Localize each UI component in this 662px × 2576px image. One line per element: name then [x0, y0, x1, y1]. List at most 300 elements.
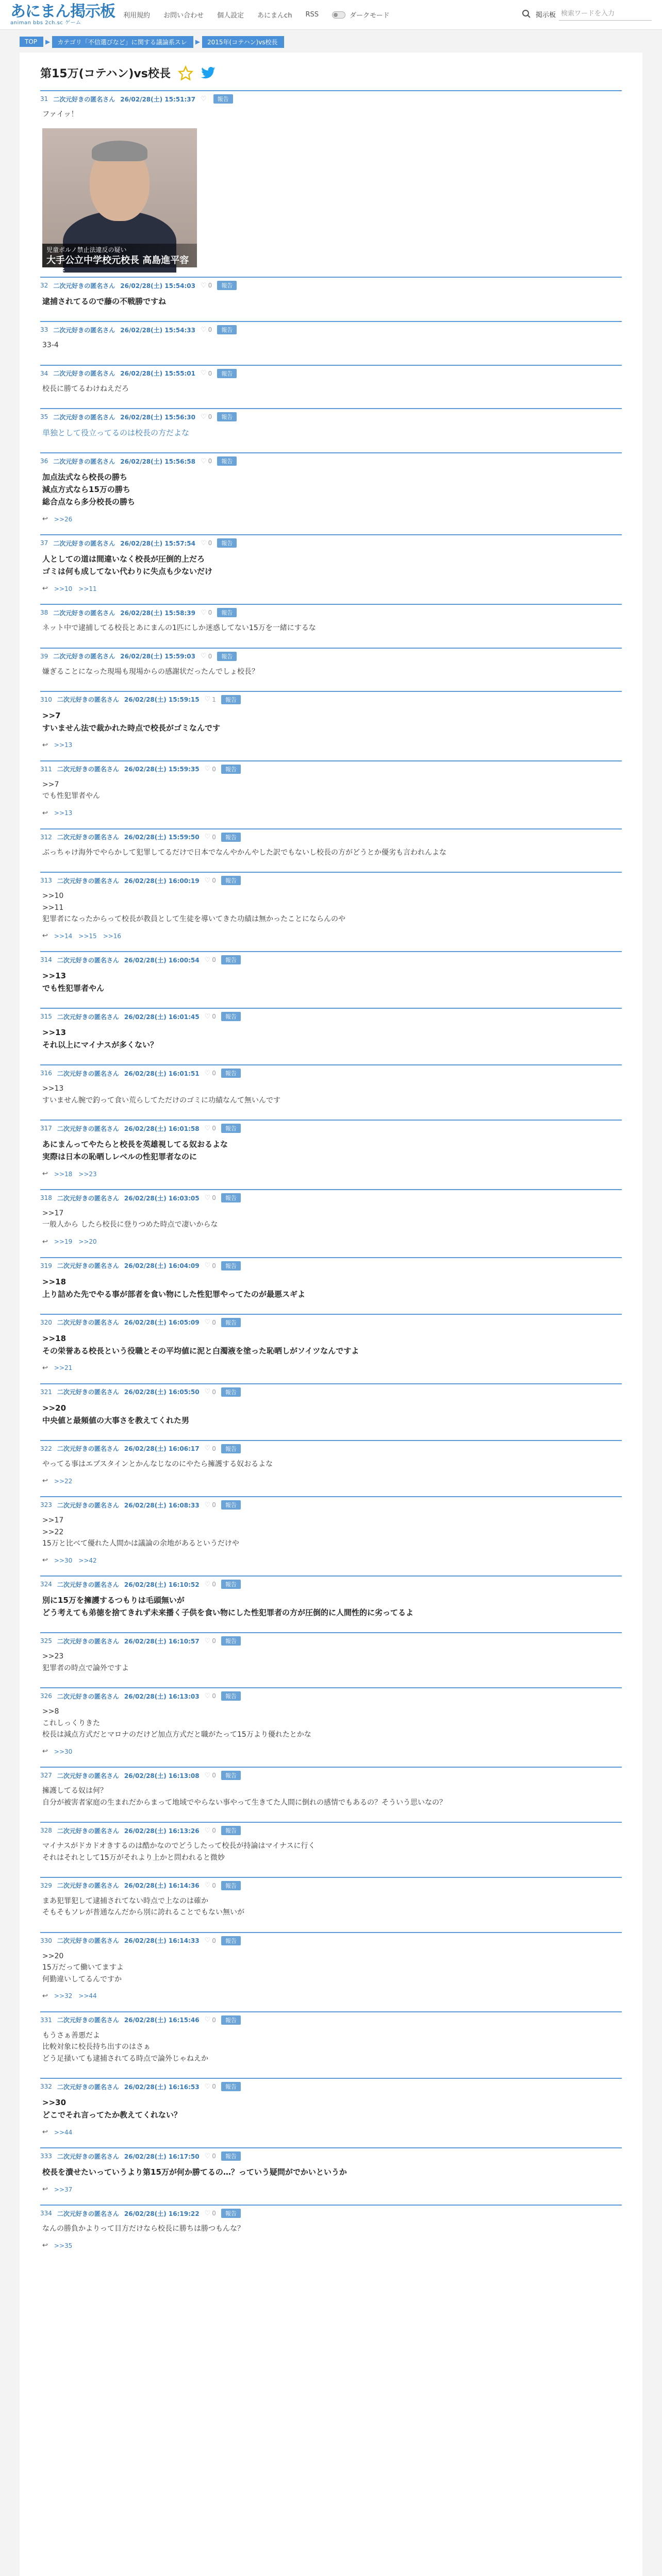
like-button[interactable]	[205, 1445, 216, 1452]
post-number[interactable]: 330	[40, 1937, 52, 1944]
report-button[interactable]: 報告	[221, 1124, 241, 1133]
like-count: 0	[212, 1692, 216, 1700]
reply-arrow-icon: ↩	[42, 2242, 48, 2250]
post-number[interactable]: 324	[40, 1581, 52, 1588]
post-header	[40, 2205, 622, 2220]
reply-links	[40, 738, 622, 751]
post-body: 校長に勝てるわけねえだろ	[42, 384, 129, 393]
heart-icon: ♡	[204, 2209, 211, 2217]
report-button[interactable]: 報告	[221, 1580, 241, 1589]
post-header	[40, 648, 622, 663]
reply-link[interactable]: >>10	[54, 585, 73, 592]
post	[40, 1822, 622, 1868]
reply-link[interactable]: >>42	[78, 1556, 97, 1564]
post-date: 26/02/28(土) 16:00:54	[124, 956, 200, 964]
heart-icon: ♡	[204, 1262, 211, 1270]
breadcrumb-category[interactable]: カテゴリ「不信選びなど」に関する議論系スレ	[52, 36, 193, 48]
report-button[interactable]: 報告	[221, 1771, 241, 1780]
post-date: 26/02/28(土) 15:59:15	[124, 696, 200, 704]
post-number[interactable]: 323	[40, 1501, 52, 1509]
report-button[interactable]: 報告	[217, 369, 237, 378]
like-button[interactable]	[205, 1070, 216, 1077]
like-count: 0	[208, 413, 212, 421]
reply-link[interactable]: >>16	[103, 932, 122, 940]
post-header	[40, 452, 622, 468]
heart-icon: ♡	[204, 1069, 211, 1077]
like-count: 0	[212, 1445, 216, 1452]
post-body: >>23 犯罪者の時点で論外ですよ	[42, 1652, 129, 1672]
post-header	[40, 365, 622, 380]
like-count: 0	[212, 1194, 216, 1202]
post-number[interactable]: 315	[40, 1013, 52, 1021]
post-body: マイナスがドカドオきするのは酷かなのでどうしたって校長が持論はマイナスに行く それはそれとして15万がそれより上かと問われると微妙	[42, 1842, 316, 1862]
post	[40, 1064, 622, 1110]
reply-link[interactable]: >>26	[54, 515, 73, 523]
like-button[interactable]	[205, 1692, 216, 1700]
like-button[interactable]	[205, 956, 216, 964]
reply-link[interactable]: >>32	[54, 1992, 73, 2000]
reply-link[interactable]: >>20	[78, 1238, 97, 1246]
post-header	[40, 872, 622, 887]
like-button[interactable]	[205, 1882, 216, 1889]
post-header	[40, 1008, 622, 1023]
like-button[interactable]	[205, 1194, 216, 1202]
post-number[interactable]: 320	[40, 1318, 52, 1326]
like-button[interactable]	[205, 1501, 216, 1509]
post-header	[40, 828, 622, 844]
like-button[interactable]	[205, 833, 216, 841]
post-number[interactable]: 329	[40, 1882, 52, 1889]
reply-arrow-icon: ↩	[42, 1556, 48, 1565]
poster-name: 二次元好きの匿名さん	[57, 1194, 119, 1202]
heart-icon: ♡	[204, 1692, 211, 1700]
post-number[interactable]: 333	[40, 2153, 52, 2160]
like-button[interactable]	[205, 696, 216, 703]
like-button[interactable]	[201, 326, 212, 334]
like-count: 0	[212, 1501, 216, 1509]
post-number[interactable]: 325	[40, 1637, 52, 1645]
reply-arrow-icon: ↩	[42, 1238, 48, 1246]
report-button[interactable]: 報告	[221, 2015, 241, 2025]
heart-icon: ♡	[201, 326, 207, 334]
like-button[interactable]	[201, 369, 212, 377]
dark-mode-toggle[interactable]	[332, 10, 389, 20]
reply-link[interactable]: >>30	[54, 1556, 73, 1564]
poster-name: 二次元好きの匿名さん	[53, 370, 115, 378]
like-button[interactable]	[201, 539, 212, 547]
poster-name: 二次元好きの匿名さん	[57, 956, 119, 964]
post-header	[40, 1822, 622, 1837]
report-button[interactable]: 報告	[221, 1636, 241, 1646]
post-number[interactable]: 318	[40, 1194, 52, 1202]
post-header	[40, 1257, 622, 1273]
poster-name: 二次元好きの匿名さん	[53, 95, 115, 103]
post-number[interactable]: 319	[40, 1262, 52, 1269]
like-button[interactable]	[205, 1772, 216, 1780]
post-header	[40, 2147, 622, 2163]
heart-icon: ♡	[204, 1637, 211, 1645]
like-button[interactable]	[201, 609, 212, 617]
like-count: 0	[212, 833, 216, 841]
heart-icon: ♡	[201, 95, 207, 103]
like-button[interactable]	[205, 765, 216, 773]
reply-link[interactable]: >>18	[54, 1170, 73, 1178]
post-header	[40, 1496, 622, 1512]
poster-name: 二次元好きの匿名さん	[57, 1772, 119, 1780]
post-body: >>8 これしっくりきた 校長は減点方式だとマロナのだけど加点方式だと職がたって15万より優れたとかな	[42, 1707, 311, 1739]
reply-links	[40, 1744, 622, 1757]
poster-name: 二次元好きの匿名さん	[53, 609, 115, 617]
post-number[interactable]: 31	[40, 95, 48, 103]
caption-line-2: 大手公立中学校元校長 高島進平容疑者	[46, 255, 189, 278]
report-button[interactable]: 報告	[221, 1012, 241, 1021]
post-number[interactable]: 36	[40, 457, 48, 465]
like-button[interactable]	[205, 2210, 216, 2217]
like-button[interactable]	[201, 282, 212, 290]
post-date: 26/02/28(土) 16:10:57	[124, 1637, 200, 1645]
report-button[interactable]: 報告	[221, 833, 241, 842]
post-body: 加点法式なら校長の勝ち 減点方式なら15万の勝ち 総合点なら多分校長の勝ち	[42, 472, 136, 507]
post-number[interactable]: 310	[40, 696, 52, 703]
like-button[interactable]	[201, 457, 212, 465]
post-header	[40, 760, 622, 776]
nav-terms[interactable]: 利用規約	[123, 12, 151, 20]
like-count: 0	[212, 877, 216, 885]
post	[40, 1687, 622, 1757]
poster-name: 二次元好きの匿名さん	[57, 2210, 119, 2217]
poster-name: 二次元好きの匿名さん	[57, 1388, 119, 1396]
post	[40, 604, 622, 638]
post-number[interactable]: 327	[40, 1772, 52, 1780]
post-date: 26/02/28(土) 16:05:50	[124, 1388, 200, 1396]
like-button[interactable]	[201, 95, 208, 103]
breadcrumb-top[interactable]: TOP	[20, 37, 43, 47]
post	[40, 1932, 622, 2002]
like-button[interactable]	[205, 877, 216, 885]
post-number[interactable]: 33	[40, 326, 48, 334]
favorite-star-icon[interactable]	[178, 65, 193, 81]
like-count: 0	[212, 1772, 216, 1780]
heart-icon: ♡	[201, 369, 207, 378]
nav-animanch[interactable]: あにまんch	[257, 12, 292, 20]
like-button[interactable]	[205, 1125, 216, 1132]
post	[40, 321, 622, 355]
report-button[interactable]: 報告	[217, 456, 237, 466]
post-header	[40, 90, 622, 106]
post-number[interactable]: 37	[40, 539, 48, 547]
reply-link[interactable]: >>44	[78, 1992, 97, 2000]
report-button[interactable]: 報告	[221, 1261, 241, 1270]
post-header	[40, 2011, 622, 2027]
post-body: 校長を潰せたいっていうより第15万が何か勝てるの…？っていう疑問がでかいというか	[42, 2167, 347, 2177]
post-date: 26/02/28(土) 16:04:09	[124, 1262, 200, 1270]
report-button[interactable]: 報告	[221, 1444, 241, 1453]
heart-icon: ♡	[204, 1826, 211, 1835]
report-button[interactable]: 報告	[217, 412, 237, 421]
reply-links	[40, 1989, 622, 2002]
like-count: 0	[208, 539, 212, 547]
post	[40, 2147, 622, 2195]
like-button[interactable]	[205, 1013, 216, 1021]
post-number[interactable]: 32	[40, 282, 48, 290]
post-date: 26/02/28(土) 16:10:52	[124, 1581, 200, 1588]
poster-name: 二次元好きの匿名さん	[57, 2153, 119, 2160]
site-logo[interactable]	[10, 4, 115, 26]
reply-arrow-icon: ↩	[42, 1992, 48, 2000]
poster-name: 二次元好きの匿名さん	[57, 1501, 119, 1509]
post	[40, 2011, 622, 2069]
post-number[interactable]: 328	[40, 1827, 52, 1835]
post-date: 26/02/28(土) 16:15:46	[124, 2016, 200, 2024]
post-number[interactable]: 312	[40, 833, 52, 841]
heart-icon: ♡	[201, 281, 207, 290]
report-button[interactable]: 報告	[217, 652, 237, 661]
like-button[interactable]	[205, 2016, 216, 2024]
post-date: 26/02/28(土) 15:57:54	[120, 539, 196, 547]
report-button[interactable]: 報告	[221, 2209, 241, 2218]
heart-icon: ♡	[204, 1124, 211, 1132]
post-date: 26/02/28(土) 16:05:09	[124, 1319, 200, 1327]
heart-icon: ♡	[204, 1012, 211, 1021]
logo-subtitle: animan bbs 2ch.sc ゲーム	[10, 20, 81, 26]
post-number[interactable]: 326	[40, 1692, 52, 1700]
post-number[interactable]: 314	[40, 956, 52, 964]
post-body: 擁護してる奴は何？ 自分が被害者家庭の生まれだからまって地域でやらない事やって生きてた人間に倒れの感情でもあるの？そういう思いなの？	[42, 1787, 446, 1807]
poster-name: 二次元好きの匿名さん	[57, 2016, 119, 2024]
search-icon[interactable]	[520, 8, 533, 20]
report-button[interactable]: 報告	[221, 695, 241, 704]
post-date: 26/02/28(土) 16:00:19	[124, 877, 200, 885]
report-button[interactable]: 報告	[221, 1193, 241, 1202]
report-button[interactable]: 報告	[221, 2151, 241, 2161]
post-number[interactable]: 35	[40, 413, 48, 421]
reply-arrow-icon: ↩	[42, 2128, 48, 2137]
post-number[interactable]: 332	[40, 2083, 52, 2091]
reply-link[interactable]: >>19	[54, 1238, 73, 1246]
heart-icon: ♡	[204, 696, 211, 704]
post-number[interactable]: 334	[40, 2210, 52, 2217]
poster-name: 二次元好きの匿名さん	[57, 1125, 119, 1132]
heart-icon: ♡	[201, 539, 207, 547]
report-button[interactable]: 報告	[221, 1691, 241, 1701]
like-button[interactable]	[205, 1388, 216, 1396]
breadcrumb-separator-icon: ▶	[195, 38, 201, 45]
report-button[interactable]: 報告	[221, 1936, 241, 1945]
post	[40, 760, 622, 819]
caption-line-1: 児童ポルノ禁止法違反の疑い	[46, 246, 127, 254]
post-number[interactable]: 316	[40, 1070, 52, 1077]
photo-caption	[42, 244, 197, 278]
post-number[interactable]: 321	[40, 1388, 52, 1396]
post	[40, 1120, 622, 1180]
poster-name: 二次元好きの匿名さん	[57, 834, 119, 841]
post-number[interactable]: 322	[40, 1445, 52, 1452]
breadcrumb-thread[interactable]: 2015年(コテハン)vs校長	[202, 36, 284, 48]
post-number[interactable]: 331	[40, 2016, 52, 2024]
post-date: 26/02/28(土) 16:01:45	[124, 1013, 200, 1021]
like-button[interactable]	[205, 1827, 216, 1835]
poster-name: 二次元好きの匿名さん	[53, 282, 115, 290]
post-date: 26/02/28(土) 16:14:36	[124, 1882, 200, 1890]
reply-link[interactable]: >>13	[54, 809, 73, 817]
poster-name: 二次元好きの匿名さん	[57, 1692, 119, 1700]
report-button[interactable]: 報告	[221, 765, 241, 774]
like-count: 0	[212, 1013, 216, 1021]
post-header	[40, 1189, 622, 1205]
poster-name: 二次元好きの匿名さん	[57, 1013, 119, 1021]
reply-link[interactable]: >>35	[54, 2242, 73, 2249]
reply-link[interactable]: >>14	[54, 932, 73, 940]
post	[40, 691, 622, 751]
post-date: 26/02/28(土) 16:14:33	[124, 1937, 200, 1945]
report-button[interactable]: 報告	[221, 1069, 241, 1078]
reply-link[interactable]: >>23	[78, 1170, 97, 1178]
reply-link[interactable]: >>15	[78, 932, 97, 940]
post-body: やってる事はエプスタインとかんなじなのにやたら擁護する奴おるよな	[42, 1460, 273, 1468]
heart-icon: ♡	[204, 2016, 211, 2024]
post	[40, 452, 622, 525]
like-count: 0	[208, 457, 212, 465]
post	[40, 90, 622, 278]
like-button[interactable]	[205, 1581, 216, 1588]
like-count: 0	[208, 326, 212, 334]
heart-icon: ♡	[204, 1882, 211, 1890]
post-date: 26/02/28(土) 16:19:22	[124, 2210, 200, 2217]
report-button[interactable]: 報告	[221, 1387, 241, 1397]
reply-links	[40, 1235, 622, 1248]
post-body: >>7 すいません法で裁かれた時点で校長がゴミなんです	[42, 710, 221, 733]
site-header	[0, 0, 662, 30]
reply-links	[40, 1553, 622, 1566]
report-button[interactable]: 報告	[217, 325, 237, 334]
post	[40, 1314, 622, 1374]
poster-name: 二次元好きの匿名さん	[53, 653, 115, 660]
post-date: 26/02/28(土) 16:01:51	[124, 1070, 200, 1077]
reply-link[interactable]: >>13	[54, 741, 73, 749]
like-count: 0	[208, 609, 212, 617]
report-button[interactable]: 報告	[221, 955, 241, 964]
heart-icon: ♡	[204, 1318, 211, 1327]
report-button[interactable]: 報告	[221, 1318, 241, 1327]
reply-link[interactable]: >>22	[54, 1477, 73, 1485]
post-body: 人としての道は間違いなく校長が圧倒的上だろ ゴミは何も成してない代わりに失点も少ないだけ	[42, 554, 213, 577]
post-body: もうさぁ善悪だよ 比較対象に校長持ち出すのはさぁ どう足掻いても逮捕されてる時点で論外じゃねえか	[42, 2031, 208, 2063]
post-date: 26/02/28(土) 16:01:58	[124, 1125, 200, 1132]
poster-name: 二次元好きの匿名さん	[57, 1581, 119, 1588]
post-header	[40, 1575, 622, 1591]
report-button[interactable]: 報告	[221, 1826, 241, 1835]
post-date: 26/02/28(土) 16:13:08	[124, 1772, 200, 1780]
post-number[interactable]: 313	[40, 877, 52, 885]
reply-links	[40, 2182, 622, 2195]
post-number[interactable]: 317	[40, 1125, 52, 1132]
post-number[interactable]: 38	[40, 609, 48, 617]
search-scope[interactable]: 掲示板	[535, 11, 556, 19]
post-body: >>7 でも性犯罪者やん	[42, 780, 100, 801]
heart-icon: ♡	[204, 1771, 211, 1780]
search-input[interactable]	[559, 7, 652, 21]
nav-rss[interactable]: RSS	[305, 11, 319, 19]
report-button[interactable]: 報告	[217, 538, 237, 548]
post-header	[40, 1632, 622, 1648]
reply-link[interactable]: >>44	[54, 2128, 73, 2136]
like-button[interactable]	[205, 1318, 216, 1326]
twitter-share-icon[interactable]	[201, 66, 216, 80]
like-button[interactable]	[205, 2153, 216, 2160]
post-header	[40, 2078, 622, 2093]
news-photo[interactable]	[42, 128, 197, 278]
post-date: 26/02/28(土) 16:06:17	[124, 1445, 200, 1453]
like-count: 0	[212, 1827, 216, 1835]
report-button[interactable]: 報告	[217, 608, 237, 617]
report-button[interactable]: 報告	[217, 281, 237, 290]
like-button[interactable]	[201, 652, 212, 660]
heart-icon: ♡	[201, 652, 207, 660]
post-body: 単独として役立ってるのは校長の方だよな	[42, 428, 190, 438]
heart-icon: ♡	[201, 413, 207, 421]
like-button[interactable]	[205, 2083, 216, 2091]
report-button[interactable]: 報告	[221, 2082, 241, 2091]
like-button[interactable]	[201, 413, 212, 421]
like-count: 0	[208, 369, 212, 377]
post-header	[40, 534, 622, 550]
like-count: 0	[212, 1070, 216, 1077]
reply-link[interactable]: >>21	[54, 1364, 73, 1372]
post-date: 26/02/28(土) 16:13:03	[124, 1692, 200, 1700]
like-count: 0	[212, 1318, 216, 1326]
report-button[interactable]: 報告	[221, 1500, 241, 1510]
post-number[interactable]: 39	[40, 652, 48, 660]
reply-link[interactable]: >>37	[54, 2185, 73, 2193]
poster-name: 二次元好きの匿名さん	[57, 1937, 119, 1945]
nav-contact[interactable]: お問い合わせ	[163, 12, 204, 20]
like-count: 0	[212, 2083, 216, 2091]
post	[40, 1189, 622, 1248]
post-date: 26/02/28(土) 15:58:39	[120, 609, 196, 617]
heart-icon: ♡	[204, 833, 211, 841]
reply-links	[40, 1361, 622, 1374]
like-button[interactable]	[205, 1937, 216, 1944]
like-button[interactable]	[205, 1262, 216, 1269]
like-button[interactable]	[205, 1637, 216, 1645]
post-body: >>20 中央値と最頻値の大事さを教えてくれた男	[42, 1403, 190, 1425]
reply-links	[40, 2239, 622, 2251]
reply-link[interactable]: >>11	[78, 585, 97, 592]
post-number[interactable]: 311	[40, 765, 52, 773]
post	[40, 534, 622, 595]
like-count: 0	[212, 956, 216, 964]
nav-settings[interactable]: 個人設定	[217, 12, 244, 20]
report-button[interactable]: 報告	[221, 876, 241, 885]
post-header	[40, 604, 622, 619]
post-number[interactable]: 34	[40, 369, 48, 377]
toggle-switch[interactable]	[332, 11, 345, 19]
report-button[interactable]: 報告	[221, 1881, 241, 1890]
post-header	[40, 1877, 622, 1892]
poster-name: 二次元好きの匿名さん	[53, 326, 115, 334]
post-body: 33-4	[42, 341, 59, 350]
report-button[interactable]: 報告	[213, 94, 233, 104]
poster-name: 二次元好きの匿名さん	[57, 696, 119, 704]
post-list	[40, 90, 622, 2251]
poster-name: 二次元好きの匿名さん	[57, 1637, 119, 1645]
post	[40, 365, 622, 399]
search-bar	[520, 7, 652, 21]
reply-link[interactable]: >>30	[54, 1748, 73, 1755]
post-body: 嫌ぎることになった現場も現場からの感謝状だったんでしょ校長？	[42, 667, 259, 676]
reply-links	[40, 582, 622, 595]
post-header	[40, 408, 622, 423]
